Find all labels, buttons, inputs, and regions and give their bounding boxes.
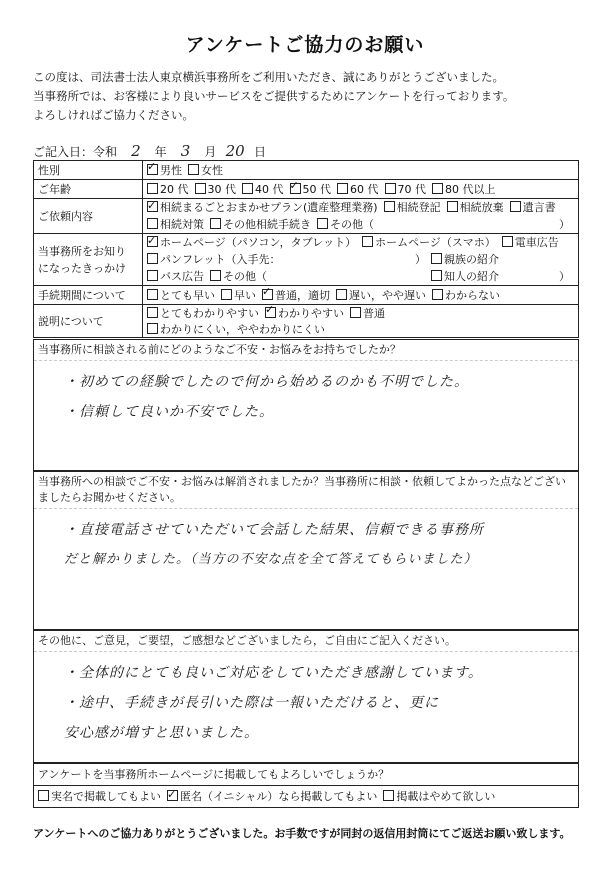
checkbox-icon[interactable]	[336, 289, 347, 300]
checkbox-icon[interactable]	[350, 307, 361, 318]
checkbox-label: 80 代以上	[445, 183, 496, 196]
checkbox-option[interactable]	[147, 216, 204, 233]
publish-options	[34, 786, 578, 807]
checkbox-icon[interactable]	[362, 236, 373, 247]
checkbox-option[interactable]	[510, 199, 556, 216]
year-unit: 年	[154, 145, 167, 159]
checkbox-option[interactable]	[290, 181, 332, 197]
answer-line: ・信頼して良いか不安でした。	[64, 404, 274, 420]
request-close: ）	[559, 218, 570, 231]
checkbox-label: 30 代	[207, 183, 236, 196]
checkbox-icon[interactable]	[147, 289, 158, 300]
checkbox-option[interactable]	[502, 234, 559, 251]
checkbox-icon[interactable]	[38, 790, 49, 801]
footer-text: アンケートへのご協力ありがとうございました。お手数ですが同封の返信用封筒にてご返送お願い致します。	[33, 827, 571, 840]
explain-options	[143, 305, 579, 338]
checkbox-option[interactable]	[265, 305, 344, 321]
checkbox-option[interactable]	[195, 181, 237, 197]
checkbox-icon[interactable]	[431, 253, 442, 264]
checkbox-icon[interactable]	[221, 289, 232, 300]
day-unit: 日	[254, 145, 267, 159]
request-line1	[147, 199, 574, 216]
age-label: ご年齢	[34, 180, 143, 199]
checkbox-option[interactable]	[362, 234, 496, 251]
checked-box-icon[interactable]	[147, 164, 158, 175]
checkbox-label: その他相続手続き	[223, 218, 311, 231]
checkbox-option[interactable]	[432, 181, 496, 197]
request-label: ご依頼内容	[34, 199, 143, 234]
date-month[interactable]: 3	[180, 142, 191, 160]
checked-box-icon[interactable]	[262, 289, 273, 300]
checkbox-label: 40 代	[255, 183, 284, 196]
question-3-answer[interactable]	[34, 652, 578, 748]
age-options	[143, 180, 579, 199]
intro-line: 当事務所では、お客様により良いサービスをご提供するためにアンケートを行っております。	[33, 89, 515, 103]
period-label: 手続期間について	[34, 286, 143, 305]
question-2-answer[interactable]	[34, 509, 578, 575]
checkbox-option[interactable]	[210, 216, 311, 233]
checkbox-label: わかりやすい	[278, 307, 344, 320]
checkbox-option[interactable]	[147, 199, 378, 216]
source-label-2: になったきっかけ	[38, 261, 126, 275]
checkbox-icon[interactable]	[188, 164, 199, 175]
source-label-1: 当事務所をお知り	[38, 244, 126, 258]
checkbox-label: 70 代	[397, 183, 426, 196]
checkbox-label: 遺言書	[522, 201, 556, 214]
checkbox-icon[interactable]	[384, 201, 395, 212]
date-year[interactable]: 2	[131, 142, 141, 160]
checkbox-label: 相続まるごとおまかせプラン(遺産整理業務)	[160, 201, 378, 214]
checkbox-icon[interactable]	[383, 790, 394, 801]
checkbox-icon[interactable]	[147, 307, 158, 318]
checkbox-option[interactable]	[221, 287, 256, 303]
period-options	[143, 286, 579, 305]
checkbox-label: 女性	[201, 164, 223, 177]
checkbox-label: 早い	[234, 289, 256, 302]
checkbox-option[interactable]	[350, 305, 385, 321]
checkbox-label: 匿名（イニシャル）なら掲載してもよい	[180, 790, 378, 803]
checkbox-option[interactable]	[431, 251, 499, 268]
checkbox-option[interactable]	[337, 181, 379, 197]
checkbox-label: その他（	[330, 218, 374, 231]
checkbox-option[interactable]	[242, 181, 284, 197]
answer-line: ・直接電話させていただいて会話した結果、信頼できる事務所	[64, 522, 484, 538]
checked-box-icon[interactable]	[290, 183, 301, 194]
checkbox-icon[interactable]	[242, 183, 253, 194]
checkbox-label: その他（	[223, 270, 267, 283]
checkbox-icon[interactable]	[510, 201, 521, 212]
checkbox-label: とてもわかりやすい	[160, 307, 259, 320]
checkbox-icon[interactable]	[195, 183, 206, 194]
checkbox-icon[interactable]	[432, 289, 443, 300]
checkbox-icon[interactable]	[317, 218, 328, 229]
checkbox-icon[interactable]	[385, 183, 396, 194]
checked-box-icon[interactable]	[147, 236, 158, 247]
checkbox-option[interactable]	[147, 162, 182, 178]
checkbox-label: 50 代	[302, 183, 331, 196]
checkbox-label: わからない	[445, 289, 500, 302]
publish-box	[33, 763, 579, 808]
checkbox-label: 普通	[363, 307, 385, 320]
checkbox-option[interactable]	[262, 287, 330, 303]
checkbox-icon[interactable]	[147, 323, 158, 334]
intro-line: この度は、司法書士法人東京横浜事務所をご利用いただき、誠にありがとうございました。	[33, 70, 505, 84]
publish-question: アンケートを当事務所ホームページに掲載してもよろしいでしょうか？	[34, 764, 578, 786]
answer-line: 安心感が増すと思いました。	[64, 725, 259, 741]
gender-options	[143, 161, 579, 180]
checkbox-label: 相続対策	[160, 218, 204, 231]
checkbox-option[interactable]	[384, 199, 441, 216]
checkbox-option[interactable]	[147, 287, 215, 303]
checkbox-label: パンフレット（入手先：	[160, 253, 281, 266]
checkbox-icon[interactable]	[432, 183, 443, 194]
checkbox-icon[interactable]	[147, 253, 158, 264]
source-line2	[147, 253, 286, 266]
checkbox-option[interactable]	[385, 181, 427, 197]
checkbox-label: 遅い，やや遅い	[349, 289, 426, 302]
checkbox-label: 掲載はやめて欲しい	[396, 790, 496, 803]
intro-text	[33, 68, 514, 125]
checkbox-icon[interactable]	[447, 201, 458, 212]
checkbox-icon[interactable]	[147, 183, 158, 194]
checkbox-label: 電車広告	[514, 236, 559, 249]
question-1-text: 当事務所に相談される前にどのようなご不安・お悩みをお持ちでしたか？	[34, 340, 578, 361]
checkbox-label: とても早い	[160, 289, 215, 302]
answer-line: ・途中、手続きが長引いた際は一報いただけると、更に	[64, 695, 439, 711]
checkbox-label: 20 代	[160, 183, 189, 196]
explain-label: 説明について	[34, 305, 143, 338]
checkbox-label: 相続放棄	[459, 201, 504, 214]
checkbox-option[interactable]	[432, 287, 500, 303]
checkbox-option[interactable]	[383, 788, 495, 805]
answer-line: ・全体的にとても良いご対応をしていただき感謝しています。	[64, 665, 483, 681]
checked-box-icon[interactable]	[167, 790, 178, 801]
checkbox-option[interactable]	[336, 287, 426, 303]
checkbox-icon[interactable]	[337, 183, 348, 194]
checkbox-option[interactable]	[147, 251, 280, 268]
checkbox-label: バス広告	[160, 270, 204, 283]
month-unit: 月	[204, 145, 217, 159]
checkbox-label: ホームページ（スマホ）	[375, 236, 496, 249]
checkbox-label: 知人の紹介	[444, 270, 499, 283]
checkbox-icon[interactable]	[502, 236, 513, 247]
checkbox-option[interactable]	[147, 181, 189, 197]
request-line2	[147, 218, 380, 231]
page-title: アンケートご協力のお願い	[185, 34, 425, 56]
checkbox-label: 普通，適切	[275, 289, 330, 302]
question-3-box	[33, 630, 579, 763]
checkbox-label: 実名で掲載してもよい	[51, 790, 161, 803]
question-1-box	[33, 339, 579, 471]
source-line3-close: ）	[559, 270, 570, 283]
answer-line: ・初めての経験でしたので何から始めるのかも不明でした。	[64, 374, 469, 390]
checkbox-option[interactable]	[188, 162, 223, 178]
checkbox-option[interactable]	[167, 788, 377, 805]
gender-label: 性別	[34, 161, 143, 180]
checkbox-icon[interactable]	[147, 218, 158, 229]
source-line1	[147, 234, 574, 251]
checkbox-option[interactable]	[317, 216, 374, 233]
source-line3	[147, 270, 273, 283]
question-2-text: 当事務所への相談でご不安・お悩みは解消されましたか？当事務所に相談・依頼してよかった点などございましたらお聞かせください。	[34, 472, 578, 509]
question-3-text: その他に、ご意見，ご要望，ご感想などございましたら，ご自由にご記入ください。	[34, 631, 578, 652]
date-label: ご記入日：令和	[33, 145, 118, 159]
checkbox-icon[interactable]	[210, 218, 221, 229]
checkbox-label: ホームページ（パソコン，タブレット）	[160, 236, 357, 249]
checkbox-icon[interactable]	[210, 270, 221, 281]
survey-table	[33, 160, 579, 338]
checkbox-label: わかりにくい，ややわかりにくい	[160, 323, 325, 336]
checked-box-icon[interactable]	[147, 201, 158, 212]
checkbox-option[interactable]	[147, 234, 356, 251]
checkbox-label: 男性	[160, 164, 182, 177]
checkbox-option[interactable]	[147, 321, 325, 337]
checkbox-option[interactable]	[147, 305, 259, 321]
question-2-box	[33, 471, 579, 630]
checkbox-label: 親族の紹介	[444, 253, 499, 266]
checkbox-option[interactable]	[210, 268, 267, 285]
checkbox-option[interactable]	[147, 268, 204, 285]
checkbox-icon[interactable]	[147, 270, 158, 281]
source-line2-close: ）	[415, 253, 426, 266]
answer-line: だと解かりました。（当方の不安な点を全て答えてもらいました）	[64, 552, 478, 567]
checkbox-label: 相続登記	[396, 201, 441, 214]
question-1-answer[interactable]	[34, 361, 578, 427]
date-day[interactable]: 20	[225, 142, 245, 160]
checked-box-icon[interactable]	[265, 307, 276, 318]
checkbox-option[interactable]	[447, 199, 504, 216]
checkbox-label: 60 代	[350, 183, 379, 196]
entry-date	[33, 142, 266, 161]
intro-line: よろしければご協力ください。	[33, 108, 194, 122]
checkbox-option[interactable]	[38, 788, 161, 805]
